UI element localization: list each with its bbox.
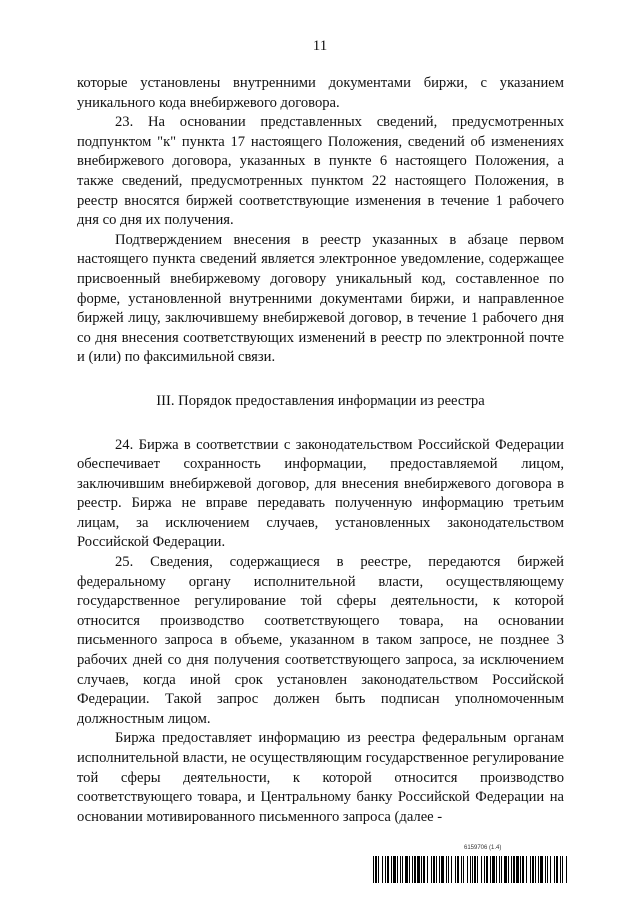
barcode-bar: [414, 856, 416, 883]
barcode-bar: [441, 856, 444, 883]
barcode-bar: [520, 856, 521, 883]
barcode-bar: [532, 856, 534, 883]
barcode-bar: [513, 856, 515, 883]
barcode-bar: [501, 856, 502, 883]
barcode-bar: [467, 856, 468, 883]
barcode-bar: [547, 856, 548, 883]
barcode-bar: [526, 856, 527, 883]
barcode-bar: [535, 856, 536, 883]
barcode-bar: [446, 856, 447, 883]
barcode-bar: [421, 856, 422, 883]
barcode-bar: [496, 856, 497, 883]
barcode-bar: [554, 856, 555, 883]
barcode-bar: [439, 856, 440, 883]
barcode-bar: [391, 856, 392, 883]
barcode-bar: [451, 856, 452, 883]
barcode-bar: [474, 856, 476, 883]
barcode-bar: [530, 856, 531, 883]
barcode-bar: [436, 856, 437, 883]
barcode-bar: [385, 856, 386, 883]
paragraph-25: 25. Сведения, содержащиеся в реестре, передаются биржей федеральному органу исполнительной власти, осуществляющему государственное регулирование той сферы деятельности, к которой относится производство соответствующего товара, на основании письменного запроса в объеме, указанном в таком запросе, не позднее 3 рабочих дней со дня получения соответствующего запроса, за исключением случаев, когда иной срок установлен законодательством Российской Федерации. Такой запрос должен быть подписан уполномоченным должностным лицом.: [77, 554, 564, 727]
paragraph-23-confirmation: Подтверждением внесения в реестр указанных в абзаце первом настоящего пункта сведений является электронное уведомление, содержащее присвоенный внебиржевому договору уникальный код, составленное по форме, установленной внутренними документами биржи, и направленное биржей лицу, заключившему внебиржевой договор, в течение 1 рабочего дня со дня внесения соответствующих изменений в реестр по электронной почте и (или) по факсимильной связи.: [77, 231, 564, 366]
barcode-bar: [373, 856, 374, 883]
barcode-bar: [400, 856, 401, 883]
barcode-bar: [457, 856, 459, 883]
barcode-bar: [387, 856, 389, 883]
barcode-bar: [470, 856, 471, 883]
barcode-bar: [405, 856, 408, 883]
barcode-bar: [490, 856, 491, 883]
barcode-bar: [484, 856, 485, 883]
document-body: [77, 74, 564, 827]
barcode-bar: [461, 856, 462, 883]
barcode-bar: [375, 856, 377, 883]
paragraph-continuation: которые установлены внутренними документами биржи, с указанием уникального кода внебиржевого договора.: [77, 75, 564, 111]
barcode-bar: [504, 856, 507, 883]
barcode-bar: [412, 856, 413, 883]
section-heading-iii: III. Порядок предоставления информации из реестра: [156, 392, 485, 409]
document-id: 6159706 (1.4): [464, 845, 502, 851]
page-number: 11: [312, 38, 328, 54]
barcode-bar: [486, 856, 488, 883]
barcode-bar: [477, 856, 478, 883]
barcode-bar: [492, 856, 495, 883]
barcode-bar: [472, 856, 473, 883]
barcode-bar: [545, 856, 546, 883]
barcode-bar: [562, 856, 563, 883]
barcode-bar: [522, 856, 524, 883]
barcode-bar: [550, 856, 551, 883]
barcode-bar: [397, 856, 398, 883]
barcode-bar: [378, 856, 379, 883]
barcode-bar: [423, 856, 425, 883]
barcode-bar: [499, 856, 500, 883]
barcode-bar: [409, 856, 410, 883]
barcode: [373, 856, 569, 883]
barcode-bar: [393, 856, 396, 883]
barcode-bar: [463, 856, 464, 883]
barcode-bar: [382, 856, 383, 883]
barcode-bar: [516, 856, 519, 883]
barcode-bar: [540, 856, 543, 883]
barcode-bar: [566, 856, 567, 883]
barcode-bar: [455, 856, 456, 883]
barcode-bar: [481, 856, 482, 883]
barcode-bar: [402, 856, 403, 883]
paragraph-23: 23. На основании представленных сведений, предусмотренных подпунктом "к" пункта 17 настоящего Положения, сведений об изменениях внебиржевого договора, указанных в пункте 6 настоящего Положения, а также сведений, предусмотренных пунктом 22 настоящего Положения, в реестр вносятся биржей соответствующие изменения в течение 1 рабочего дня со дня их получения.: [77, 114, 564, 229]
barcode-bar: [556, 856, 558, 883]
barcode-bar: [560, 856, 561, 883]
barcode-bar: [431, 856, 432, 883]
barcode-bar: [538, 856, 539, 883]
barcode-bar: [448, 856, 449, 883]
paragraph-24: 24. Биржа в соответствии с законодательством Российской Федерации обеспечивает сохранность информации, предоставляемой лицом, заключившим внебиржевой договор, для внесения внебиржевого договора в реестр. Биржа не вправе передавать полученную информацию третьим лицам, за исключением случаев, установленных законодательством Российской Федерации.: [77, 436, 564, 551]
barcode-bar: [427, 856, 428, 883]
barcode-bar: [433, 856, 435, 883]
barcode-bar: [417, 856, 420, 883]
paragraph-25-info: Биржа предоставляет информацию из реестра федеральным органам исполнительной власти, не осуществляющим государственное регулирование той сферы деятельности, к которой относится производство соответствующего товара, и Центральному банку Российской Федерации на основании мотивированного письменного запроса (далее -: [77, 730, 564, 825]
barcode-bar: [508, 856, 509, 883]
barcode-bar: [511, 856, 512, 883]
